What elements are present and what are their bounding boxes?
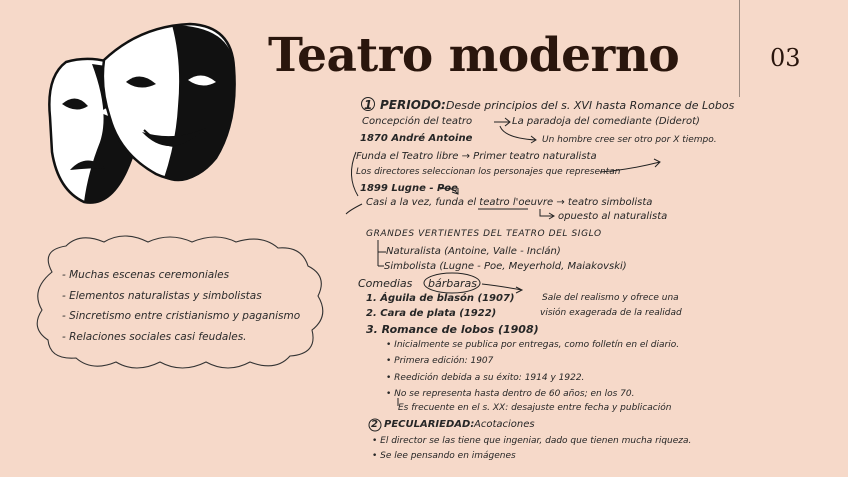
list-item: - Elementos naturalistas y simbolistas <box>62 289 262 302</box>
concepcion-teatro: Concepción del teatro <box>362 116 473 127</box>
barbaras-label: bárbaras <box>428 277 477 290</box>
naturalista-line: Naturalista (Antoine, Valle - Inclán) <box>386 246 561 257</box>
lugne-line: 1899 Lugne - Poe <box>360 183 458 194</box>
list-item: - Sincretismo entre cristianismo y paganismo <box>62 310 301 322</box>
sale-line-2: visión exagerada de la realidad <box>540 308 682 318</box>
peculariedad-number: 2 <box>371 419 378 430</box>
periodo-label: PERIODO: <box>380 98 446 112</box>
header-divider <box>739 0 740 97</box>
cloud-list <box>62 265 300 347</box>
periodo-text: Desde principios del s. XVI hasta Romance de Lobos <box>446 99 735 112</box>
peculariedad-label: PECULARIEDAD: <box>384 419 475 430</box>
periodo-number: 1 <box>364 98 373 112</box>
page-number: 03 <box>770 44 801 72</box>
comedia-3: 3. Romance de lobos (1908) <box>366 323 539 336</box>
simbolista-line: Simbolista (Lugne - Poe, Meyerhold, Maiakovski) <box>384 261 627 272</box>
sale-line-1: Sale del realismo y ofrece una <box>542 293 679 303</box>
barbaras-arrow <box>482 284 522 293</box>
list-item: - Relaciones sociales casi feudales. <box>62 330 247 343</box>
bullet-3: • Reedición debida a su éxito: 1914 y 1922. <box>386 373 585 383</box>
bullet-4-sub: Es frecuente en el s. XX: desajuste entre fecha y publicación <box>398 403 672 413</box>
casi-line: Casi a la vez, funda el teatro l'oeuvre → teatro simbolista <box>366 197 653 208</box>
theatre-masks-illustration <box>40 22 240 212</box>
antoine-arrow <box>500 126 536 143</box>
comedias-label: Comedias <box>358 277 413 290</box>
vertientes-heading: GRANDES VERTIENTES DEL TEATRO DEL SIGLO <box>366 229 602 239</box>
opuesto-arrow <box>540 209 554 219</box>
list-item: - Muchas escenas ceremoniales <box>62 269 230 281</box>
peculariedad-text: Acotaciones <box>474 419 535 430</box>
directores-line: Los directores seleccionan los personajes que representan <box>356 167 621 177</box>
comedia-1: 1. Águila de blasón (1907) <box>366 293 515 304</box>
bullet-2: • Primera edición: 1907 <box>386 356 494 366</box>
bullet-1: • Inicialmente se publica por entregas, como folletín en el diario. <box>386 340 680 350</box>
page-title: Teatro moderno <box>268 28 680 83</box>
funda-libre: Funda el Teatro libre → Primer teatro naturalista <box>356 151 597 162</box>
comedia-2: 2. Cara de plata (1922) <box>366 308 497 319</box>
concepcion-paradoja: La paradoja del comediante (Diderot) <box>512 116 700 127</box>
bullet-4: • No se representa hasta dentro de 60 años; en los 70. <box>386 389 635 399</box>
antoine-note: Un hombre cree ser otro por X tiempo. <box>542 135 717 145</box>
opuesto-line: opuesto al naturalista <box>558 211 668 222</box>
peculariedad-1: • El director se las tiene que ingeniar, dado que tienen mucha riqueza. <box>372 436 692 446</box>
antoine-line: 1870 André Antoine <box>360 133 473 144</box>
peculariedad-2: • Se lee pensando en imágenes <box>372 451 516 461</box>
concepcion-arrow <box>494 118 510 126</box>
